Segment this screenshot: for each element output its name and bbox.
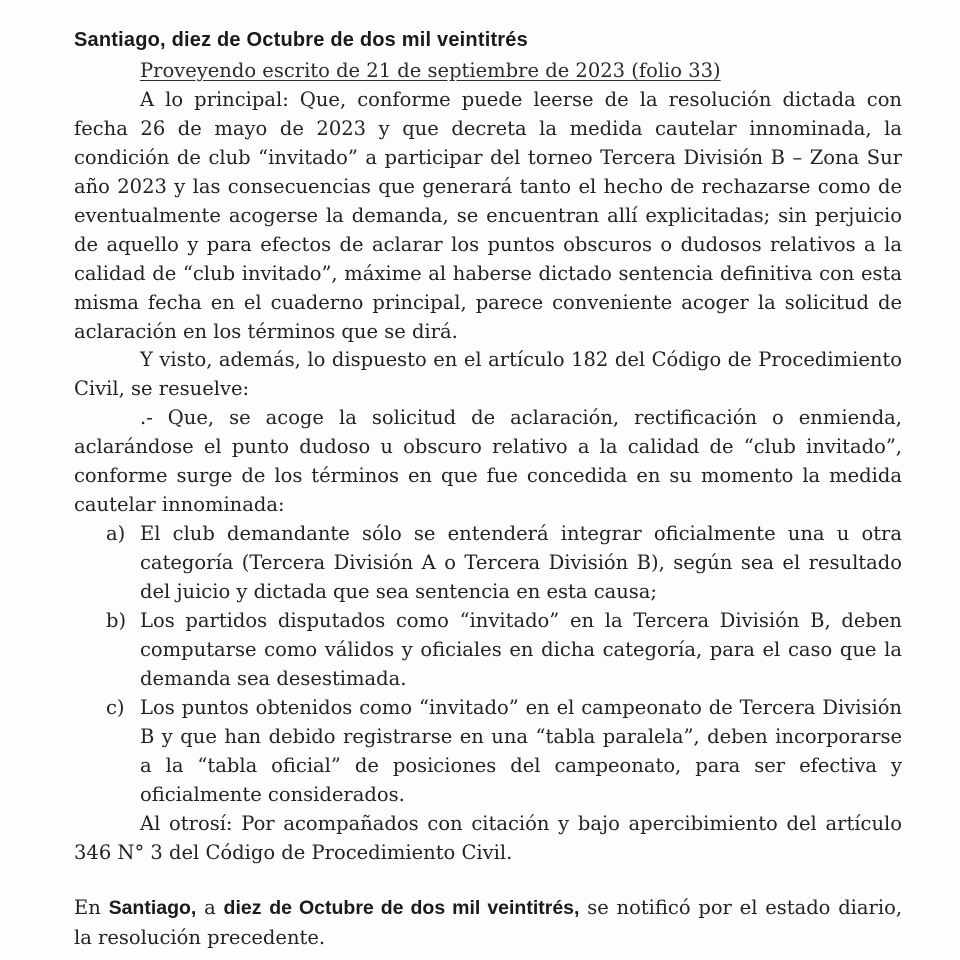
paragraph-principal: A lo principal: Que, conforme puede leerse de la resolución dictada con fecha 26 de mayo de 2023 y que decreta la medida cautelar innominada, la condición de club “invitado” a participar del torneo Tercera División B – Zona Sur año 2023 y las consecuencias que generará tanto el hecho de rechazarse como de eventualmente acogerse la demanda, se encuentran allí explicitadas; sin perjuicio de aquello y para efectos de aclarar los puntos obscuros o dudosos relativos a la calidad de “club invitado”, máxime al haberse dictado sentencia definitiva con esta misma fecha en el cuaderno principal, parece conveniente acoger la solicitud de aclaración en los términos que se dirá. (74, 88, 902, 343)
paragraph-visto: Y visto, además, lo dispuesto en el artículo 182 del Código de Procedimiento Civil, se resuelve: (74, 348, 902, 400)
list-item-b (106, 606, 902, 693)
notification-resto: se notificó por el estado diario, la resolución precedente. (74, 896, 903, 949)
list-marker: b) (106, 609, 127, 632)
notification-fecha: de Octubre de dos mil veintitrés, (269, 897, 580, 919)
list-item-text: Los puntos obtenidos como “invitado” en el campeonato de Tercera División B y que han debido registrarse en una “tabla paralela”, deben incorporarse a la “tabla oficial” de posiciones del campeonato, para ser efectiva y oficialmente considerados. (140, 696, 902, 806)
paragraph-otrosi: Al otrosí: Por acompañados con citación y bajo apercibimiento del artículo 346 N° 3 del Código de Procedimiento Civil. (74, 812, 902, 864)
notification-santiago: Santiago, (108, 897, 197, 919)
list-marker: a) (106, 522, 126, 545)
notification-diez: diez (223, 897, 262, 919)
notification-en: En (74, 896, 101, 919)
list-item-text: Los partidos disputados como “invitado” en la Tercera División B, deben computarse como válidos y oficiales en dicha categoría, para el caso que la demanda sea desestimada. (140, 609, 902, 690)
list-item-c (106, 693, 902, 809)
list-item-text: El club demandante sólo se entenderá integrar oficialmente una u otra categoría (Tercera División A o Tercera División B), según sea el resultado del juicio y dictada que sea sentencia en esta causa; (140, 522, 902, 603)
document-heading: Santiago, diez de Octubre de dos mil veintitrés (74, 29, 528, 51)
notification-paragraph (74, 893, 902, 952)
list-item-a (106, 519, 902, 606)
proveyendo-line: Proveyendo escrito de 21 de septiembre de 2023 (folio 33) (140, 59, 721, 82)
notification-a: a (204, 896, 216, 919)
paragraph-resuelve: .- Que, se acoge la solicitud de aclaración, rectificación o enmienda, aclarándose el punto dudoso u obscuro relativo a la calidad de “club invitado”, conforme surge de los términos en que fue concedida en su momento la medida cautelar innominada: (74, 406, 902, 516)
list-marker: c) (106, 696, 125, 719)
